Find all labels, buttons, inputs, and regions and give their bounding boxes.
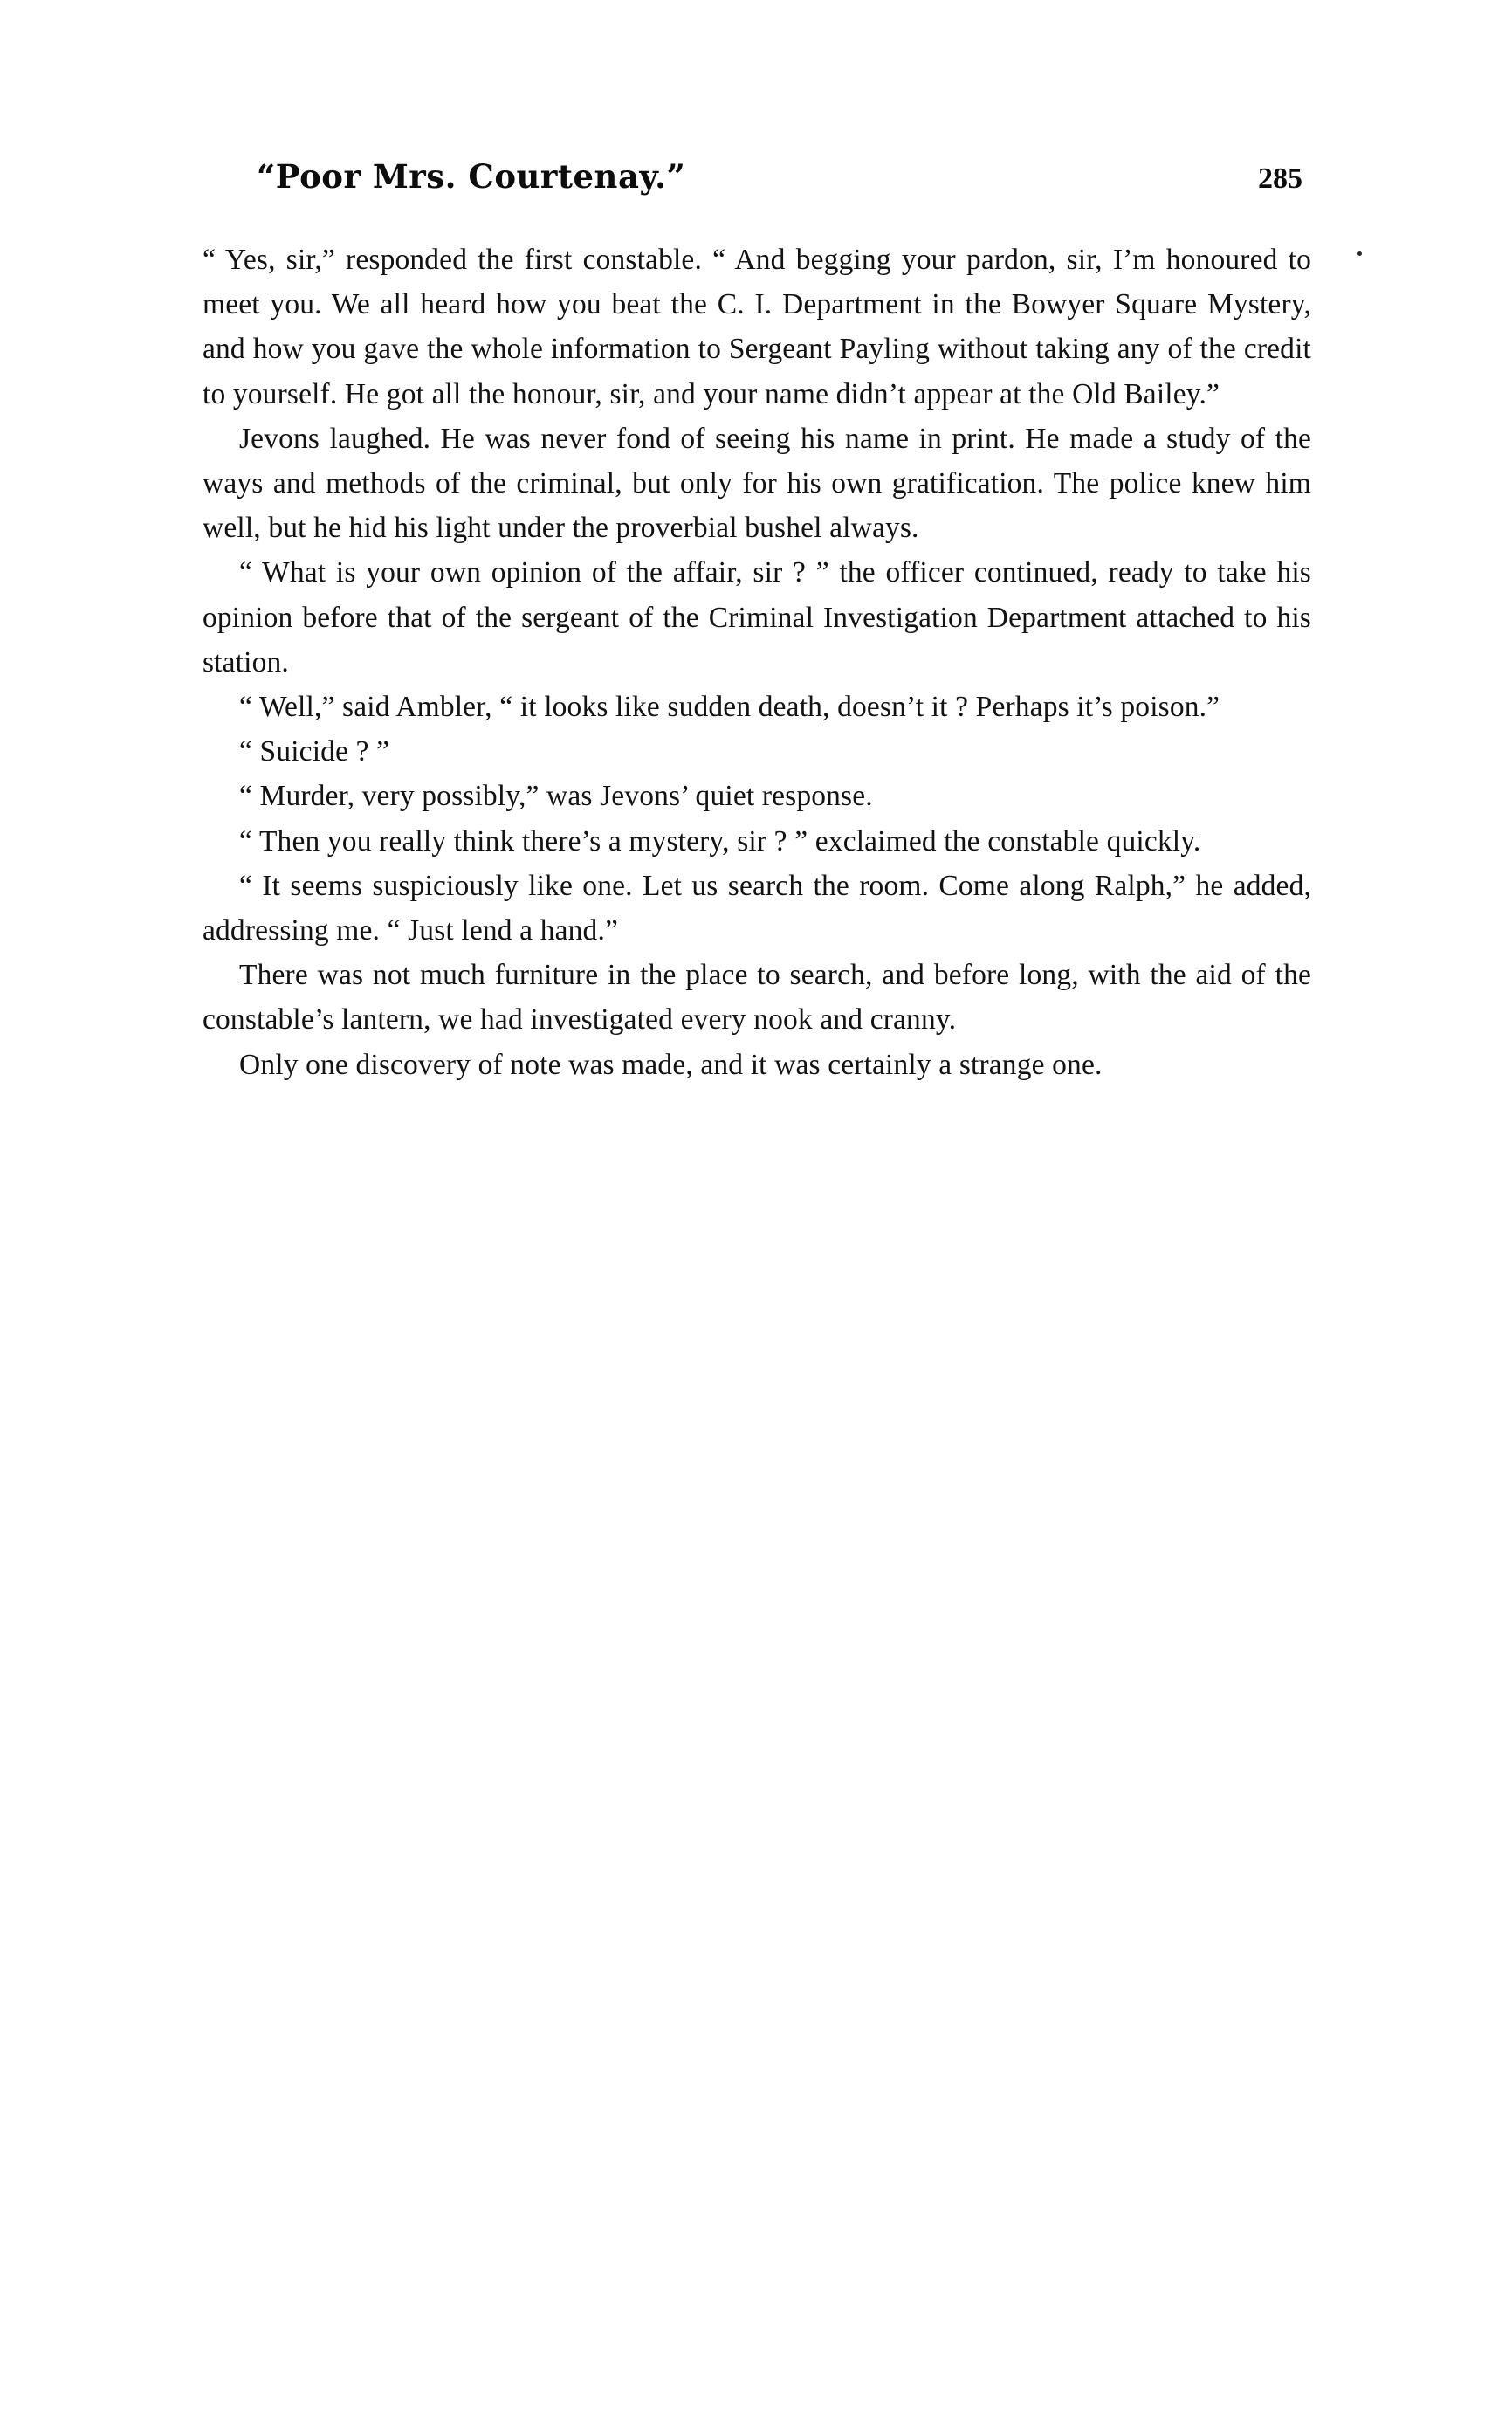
paragraph: “ Then you really think there’s a mystery, sir ? ” exclaimed the constable quickly. bbox=[239, 824, 1201, 858]
page-title: “Poor Mrs. Courtenay.” bbox=[257, 157, 686, 196]
page-number: 285 bbox=[1258, 162, 1302, 195]
paragraph: “ Suicide ? ” bbox=[239, 735, 390, 768]
paragraph: “ Well,” said Ambler, “ it looks like sudden death, doesn’t it ? Perhaps it’s poison.” bbox=[239, 691, 1220, 724]
running-header bbox=[203, 157, 1311, 218]
paragraph: Only one discovery of note was made, and it was certainly a strange one. bbox=[239, 1048, 1103, 1081]
paragraph: “ Murder, very possibly,” was Jevons’ quiet response. bbox=[239, 780, 873, 813]
page-speck-mark bbox=[1357, 251, 1362, 256]
paragraph: Jevons laughed. He was never fond of seeing his name in print. He made a study of the ways and methods of the criminal, but only for his own gratification. The police knew him well, but he hid his light under the proverbial bushel always. bbox=[203, 422, 1311, 545]
page-content bbox=[203, 157, 1311, 1087]
paragraph: “ Yes, sir,” responded the first constable. “ And begging your pardon, sir, I’m honoured to meet you. We all heard how you beat the C. I. Department in the Bowyer Square Mystery, and how you gave the whole information to Sergeant Payling without taking any of the credit to yourself. He got all the honour, sir, and your name didn’t appear at the Old Bailey.” bbox=[203, 244, 1311, 410]
body-text bbox=[203, 238, 1311, 1087]
paragraph: “ What is your own opinion of the affair, sir ? ” the officer continued, ready to take his opinion before that of the sergeant of the Criminal Investigation Department attached to his station. bbox=[203, 556, 1311, 679]
paragraph: “ It seems suspiciously like one. Let us search the room. Come along Ralph,” he added, addressing me. “ Just lend a hand.” bbox=[203, 869, 1311, 947]
paragraph: There was not much furniture in the place to search, and before long, with the aid of the constable’s lantern, we had investigated every nook and cranny. bbox=[203, 959, 1311, 1037]
